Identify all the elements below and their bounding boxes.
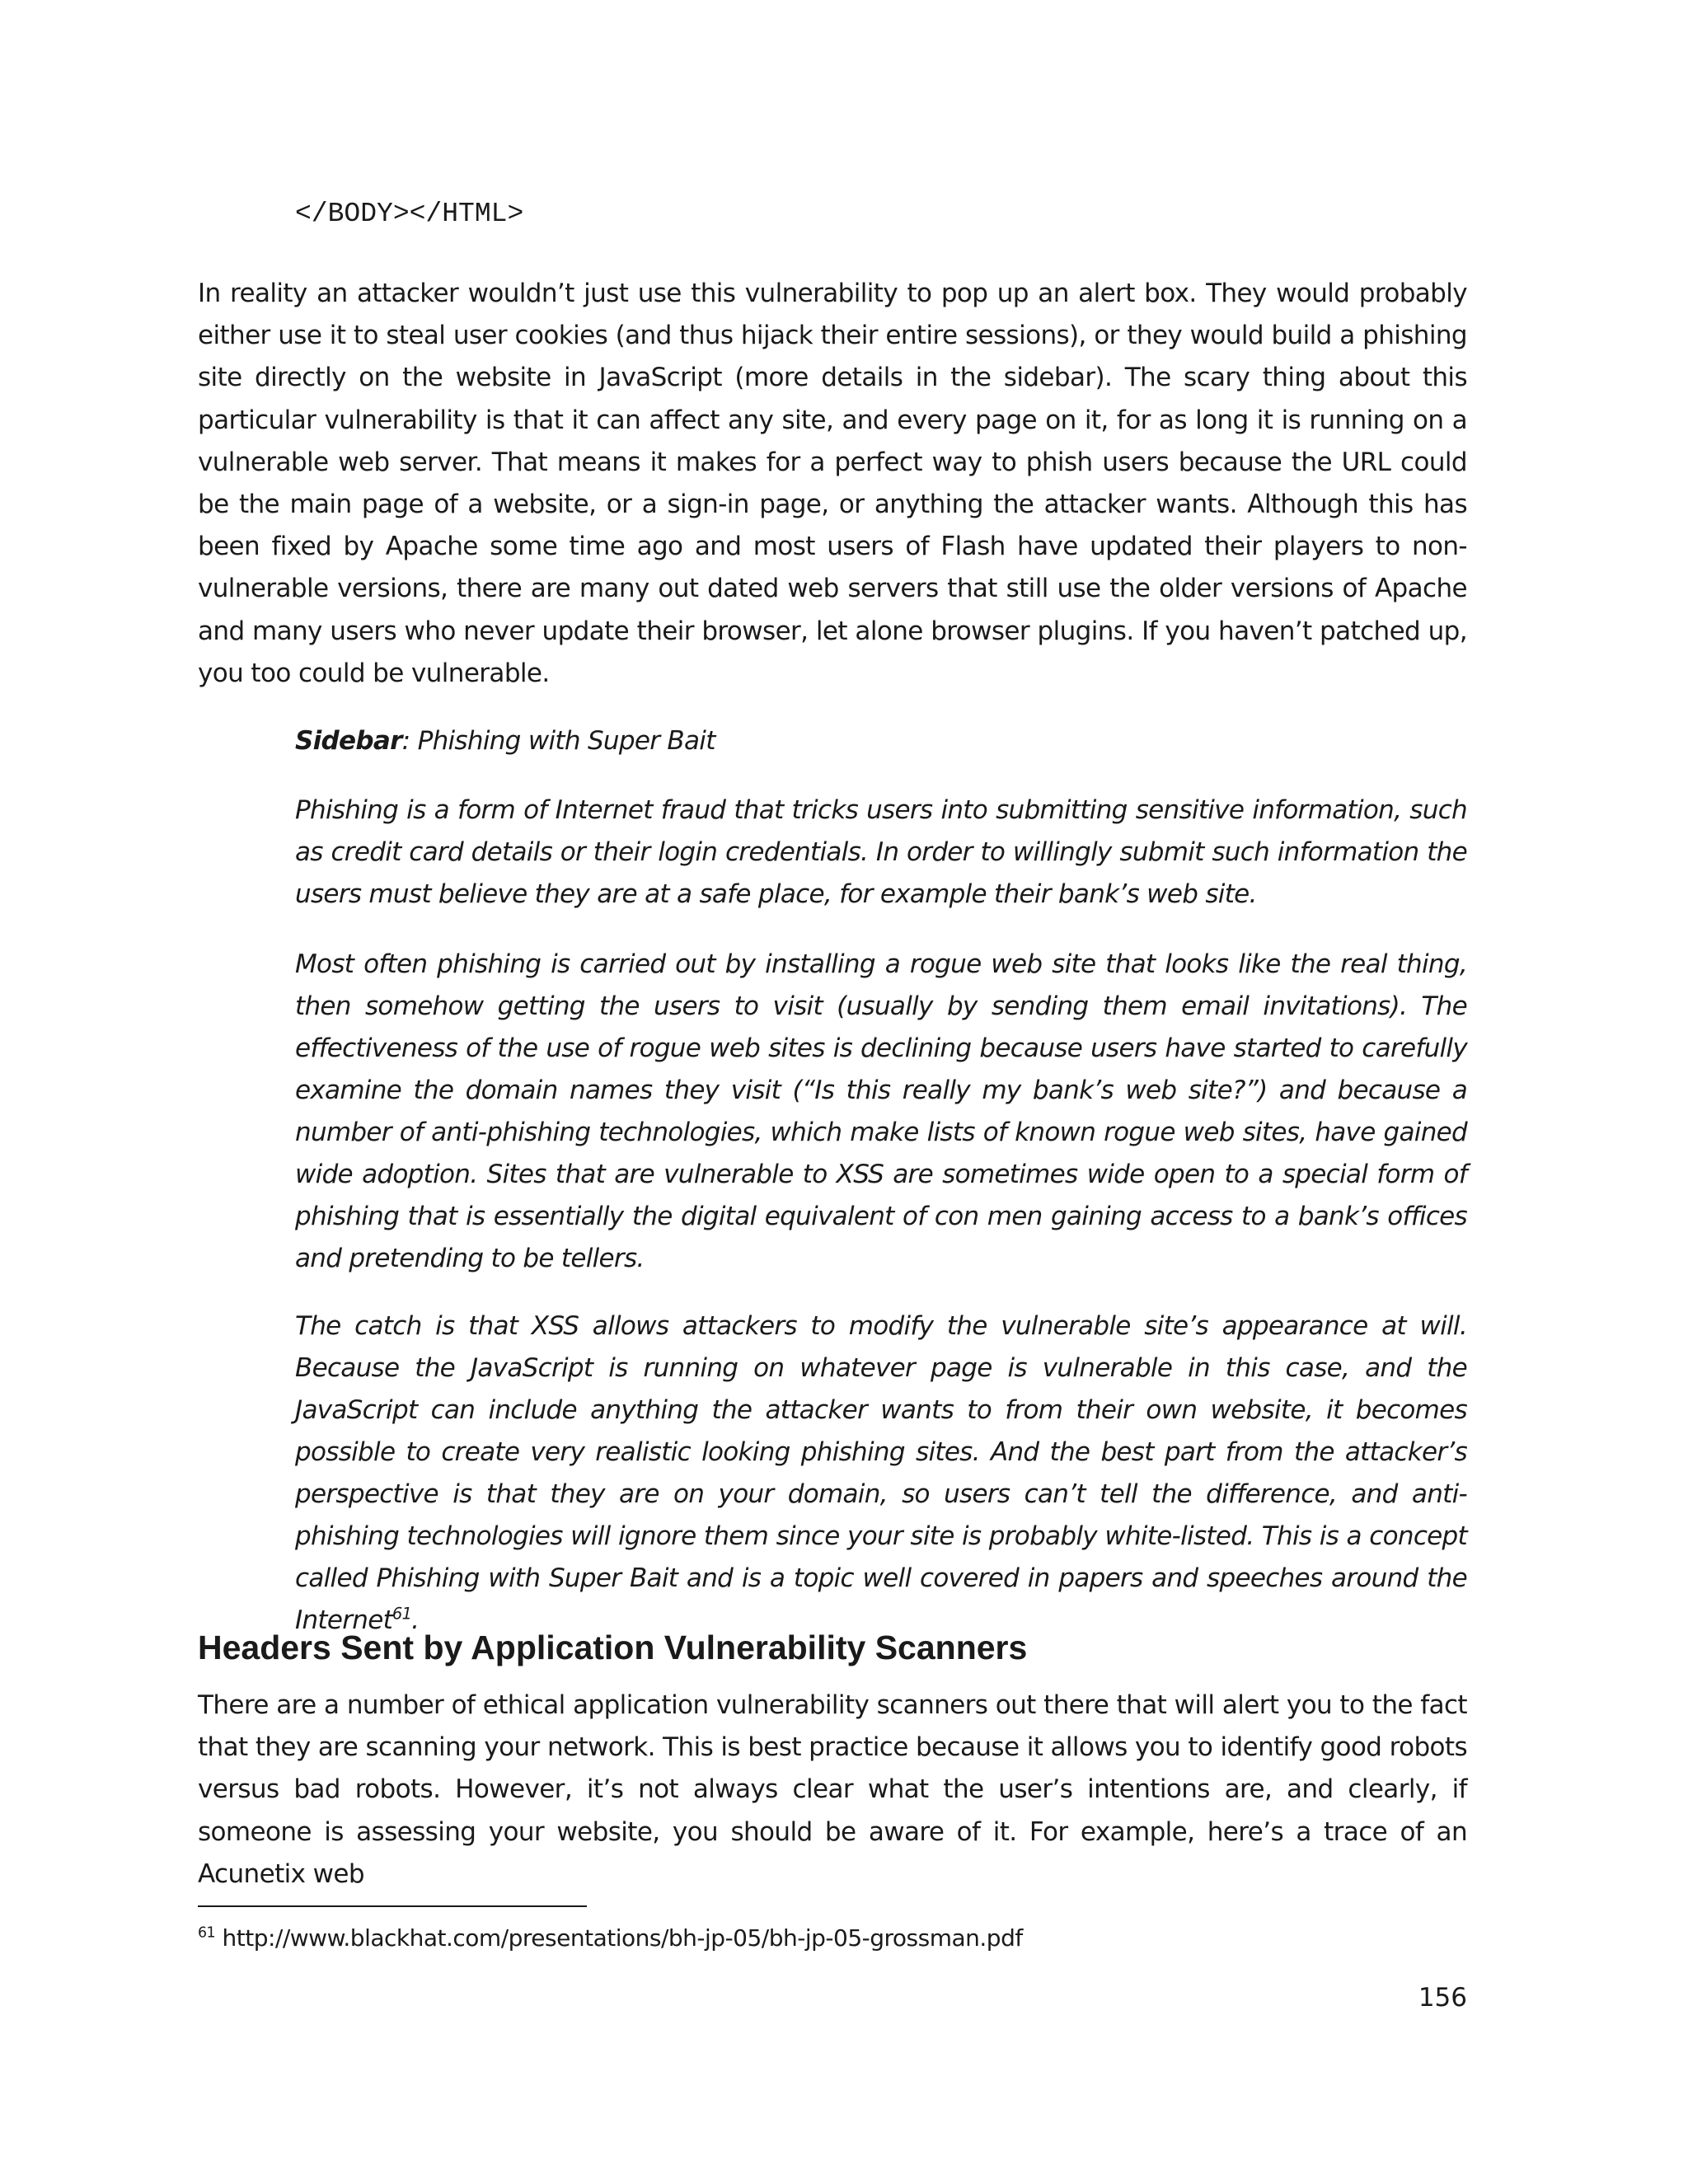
code-closing-tags: </BODY></HTML>	[295, 199, 524, 229]
section-paragraph: There are a number of ethical application vulnerability scanners out there that will alert you to the fact that they are scanning your network. This is best practice because it allows you to identify good robots versus bad robots. However, it’s not always clear what the user’s intentions are, and clearly, if someone is assessing your website, you should be aware of it. For example, here’s a trace of an Acunetix web	[198, 1690, 1467, 1889]
footnote-number: 61	[198, 1924, 216, 1942]
page-number: 156	[1418, 1983, 1467, 2013]
sidebar-title-text: : Phishing with Super Bait	[401, 726, 715, 756]
intro-paragraph: In reality an attacker wouldn’t just use this vulnerability to pop up an alert box. They would probably either use it to steal user cookies (and thus hijack their entire sessions), or they would build a phishing site directly on the website in JavaScript (more details in the sidebar). The scary thing about this particular vulnerability is that it can affect any site, and every page on it, for as long it is running on a vulnerable web server. That means it makes for a perfect way to phish users because the URL could be the main page of a website, or a sign-in page, or anything the attacker wants. Although this has been fixed by Apache some time ago and most users of Flash have updated their players to non-vulnerable versions, there are many out dated web servers that still use the older versions of Apache and many users who never update their browser, let alone browser plugins. If you haven’t patched up, you too could be vulnerable.	[198, 279, 1467, 688]
sidebar-paragraph-3-end: .	[411, 1605, 420, 1635]
sidebar-paragraph-2: Most often phishing is carried out by installing a rogue web site that looks like the real thing, then somehow getting the users to visit (usually by sending them email invitations). The effectiveness of the use of rogue web sites is declining because users have started to carefully examine the domain names they visit (“Is this really my bank’s web site?”) and because a number of anti-phishing technologies, which make lists of known rogue web sites, have gained wide adoption. Sites that are vulnerable to XSS are sometimes wide open to a special form of phishing that is essentially the digital equivalent of con men gaining access to a bank’s offices and pretending to be tellers.	[295, 949, 1467, 1273]
sidebar-label: Sidebar	[295, 726, 402, 756]
sidebar-title	[295, 720, 1467, 762]
footnote-divider	[198, 1905, 587, 1907]
footnote-url[interactable]: http://www.blackhat.com/presentations/bh-jp-05/bh-jp-05-grossman.pdf	[215, 1924, 1023, 1952]
footnote	[198, 1922, 1023, 1955]
sidebar-paragraph-1: Phishing is a form of Internet fraud that tricks users into submitting sensitive information, such as credit card details or their login credentials. In order to willingly submit such information the users must believe they are at a safe place, for example their bank’s web site.	[295, 795, 1467, 909]
section-heading: Headers Sent by Application Vulnerability Scanners	[198, 1629, 1028, 1666]
sidebar-paragraph-3-text: The catch is that XSS allows attackers to modify the vulnerable site’s appearance at will. Because the JavaScript is running on whatever page is vulnerable in this case, and the JavaScript can include anything the attacker wants to from their own website, it becomes possible to create very realistic looking phishing sites. And the best part from the attacker’s perspective is that they are on your domain, so users can’t tell the difference, and anti-phishing technologies will ignore them since your site is probably white-listed. This is a concept called Phishing with Super Bait and is a topic well covered in papers and speeches around the Internet	[295, 1311, 1467, 1635]
sidebar-paragraph-3	[295, 1305, 1467, 1642]
footnote-reference[interactable]: 61	[392, 1604, 412, 1624]
